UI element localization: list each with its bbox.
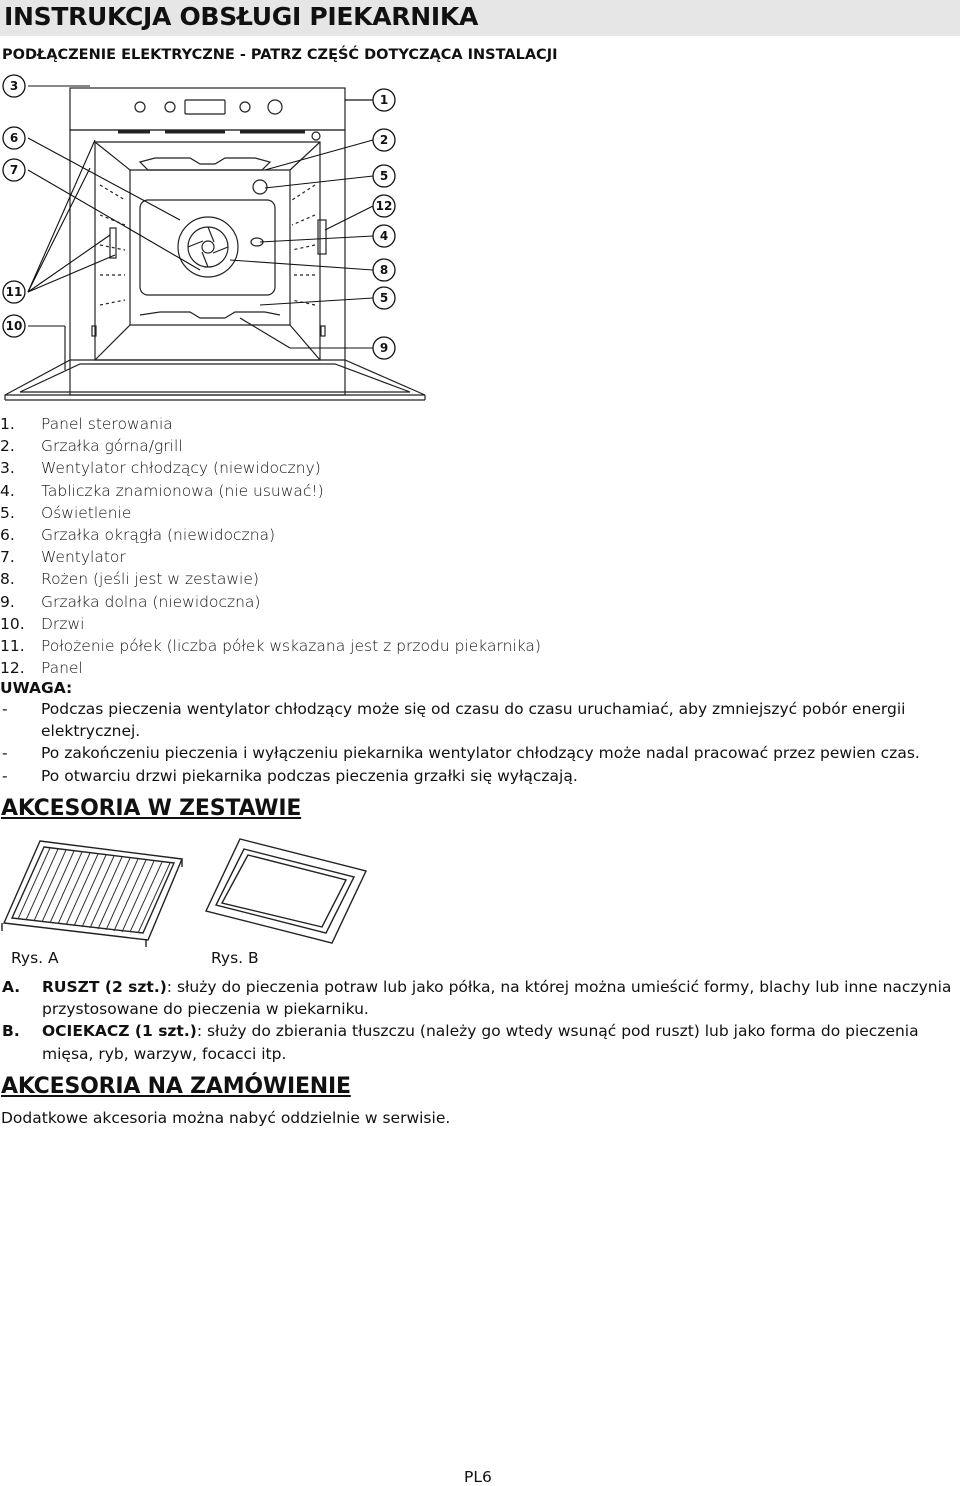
list-item	[0, 502, 541, 524]
note-text: Po otwarciu drzwi piekarnika podczas pieczenia grzałki się wyłączają.	[41, 766, 578, 785]
section-subtitle: PODŁĄCZENIE ELEKTRYCZNE - PATRZ CZĘŚĆ DOTYCZĄCA INSTALACJI	[2, 47, 558, 63]
callout-label: 2	[379, 133, 389, 147]
note-item	[0, 765, 950, 787]
callout-label: 3	[9, 79, 19, 93]
list-item	[0, 546, 541, 568]
list-item	[0, 413, 541, 435]
item-text: Panel sterowania	[41, 415, 173, 433]
item-text: Grzałka górna/grill	[41, 437, 183, 456]
item-number: 9.	[0, 592, 15, 611]
note-item	[0, 742, 950, 764]
list-item	[0, 457, 541, 479]
item-text: : służy do pieczenia potraw lub jako półka, na której można umieścić formy, blachy lub inne naczynia przystosowane do pieczenia w piekarniku.	[42, 978, 952, 1019]
list-item	[0, 568, 541, 590]
item-letter: A.	[2, 978, 21, 996]
item-number: 2.	[0, 437, 15, 456]
callout-label: 6	[9, 131, 19, 145]
item-text: Oświetlenie	[41, 503, 132, 522]
callout-label: 12	[375, 199, 393, 213]
page-number: PL6	[464, 1468, 492, 1486]
rack-illustration	[0, 835, 190, 947]
accessories-heading: AKCESORIA W ZESTAWIE	[1, 796, 302, 821]
note-dash: -	[2, 700, 8, 718]
figure-label-b: Rys. B	[211, 949, 259, 967]
item-text: Grzałka dolna (niewidoczna)	[41, 592, 261, 611]
item-name: OCIEKACZ (1 szt.)	[42, 1022, 197, 1041]
item-text: Grzałka okrągła (niewidoczna)	[41, 525, 276, 544]
note-dash: -	[2, 766, 8, 785]
callout-label: 5	[379, 291, 389, 305]
list-item	[0, 635, 541, 657]
figure-label-a: Rys. A	[11, 949, 59, 967]
callout-label: 1	[379, 93, 389, 107]
list-item	[0, 1020, 955, 1064]
item-number: 8.	[0, 570, 15, 589]
page-title: INSTRUKCJA OBSŁUGI PIEKARNIKA	[4, 2, 479, 31]
oven-diagram	[0, 70, 430, 415]
item-text: Tabliczka znamionowa (nie usuwać!)	[41, 481, 324, 500]
item-number: 3.	[0, 459, 15, 478]
item-number: 12.	[0, 659, 25, 678]
list-item	[0, 591, 541, 613]
order-heading: AKCESORIA NA ZAMÓWIENIE	[1, 1074, 351, 1099]
list-item	[0, 613, 541, 635]
notes-list	[0, 698, 950, 787]
order-text: Dodatkowe akcesoria można nabyć oddzielnie w serwisie.	[1, 1109, 451, 1127]
item-text: Wentylator chłodzący (niewidoczny)	[41, 459, 321, 478]
item-number: 7.	[0, 548, 15, 567]
callout-label: 11	[5, 285, 23, 299]
item-text: Rożen (jeśli jest w zestawie)	[41, 570, 259, 589]
item-name: RUSZT (2 szt.)	[42, 978, 167, 996]
note-text: Po zakończeniu pieczenia i wyłączeniu piekarnika wentylator chłodzący może nadal pracować przez pewien czas.	[41, 744, 920, 763]
list-item	[0, 435, 541, 457]
accessories-list	[0, 976, 955, 1065]
item-text: : służy do zbierania tłuszczu (należy go wtedy wsunąć pod ruszt) lub jako forma do pieczenia mięsa, ryb, warzyw, focacci itp.	[42, 1022, 919, 1063]
note-item	[0, 698, 950, 742]
notes-heading: UWAGA:	[0, 679, 73, 697]
callout-label: 5	[379, 169, 389, 183]
callout-label: 7	[9, 163, 19, 177]
list-item	[0, 657, 541, 679]
item-number: 4.	[0, 481, 15, 500]
item-text: Wentylator	[41, 548, 126, 567]
callout-label: 9	[379, 341, 389, 355]
item-number: 6.	[0, 525, 15, 544]
item-text: Położenie półek (liczba półek wskazana jest z przodu piekarnika)	[41, 636, 541, 655]
callout-label: 8	[379, 263, 389, 277]
item-number: 5.	[0, 503, 15, 522]
item-text: Panel	[41, 659, 83, 678]
callout-label: 10	[5, 319, 23, 333]
list-item	[0, 976, 955, 1020]
list-item	[0, 524, 541, 546]
control-panel-outline	[70, 88, 345, 130]
note-dash: -	[2, 744, 8, 763]
item-number: 11.	[0, 636, 25, 655]
list-item	[0, 480, 541, 502]
item-text: Drzwi	[41, 614, 85, 633]
callout-label: 4	[379, 229, 389, 243]
item-letter: B.	[2, 1022, 20, 1041]
tray-illustration	[200, 835, 370, 947]
item-number: 1.	[0, 415, 15, 433]
parts-list	[0, 413, 541, 679]
note-text: Podczas pieczenia wentylator chłodzący może się od czasu do czasu uruchamiać, aby zmniejszyć pobór energii elektrycznej.	[41, 700, 906, 741]
item-number: 10.	[0, 614, 25, 633]
